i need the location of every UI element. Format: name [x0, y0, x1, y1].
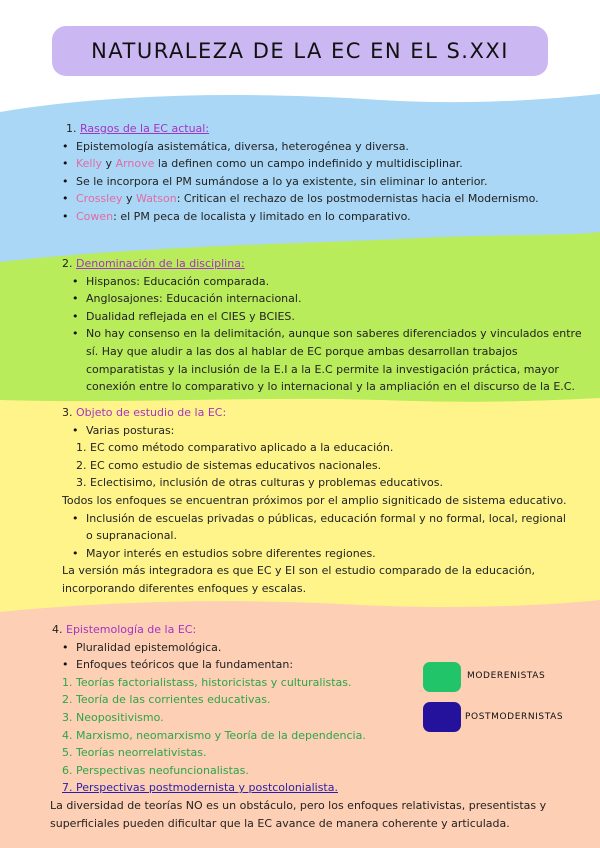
section-3-heading: 3. Objeto de estudio de la EC: [62, 406, 227, 419]
numbered-item: 3. Eclectisimo, inclusión de otras culturas y problemas educativos. [76, 476, 444, 490]
teoria-item: 4. Marxismo, neomarxismo y Teoría de la dependencia. [62, 728, 366, 742]
section-4-heading: 4. Epistemología de la EC: [52, 623, 197, 636]
teoria-item: 2. Teoría de las corrientes educativas. [62, 693, 271, 707]
page-title: NATURALEZA DE LA EC EN EL S.XXI [91, 39, 509, 63]
list-item: • Kelly y Arnove la definen como un campo indefinido y multidisciplinar. [62, 155, 600, 173]
list-item: • Dualidad reflejada en el CIES y BCIES. [72, 308, 600, 326]
teoria-item: 3. Neopositivismo. [62, 710, 164, 724]
paragraph: La diversidad de teorías NO es un obstáculo, pero los enfoques relativistas, presentistas y superficiales pueden dificultar que la EC avance de manera coherente y articulada. [50, 798, 547, 830]
list-item: • Se le incorpora el PM sumándose a lo ya existente, sin eliminar lo anterior. [62, 173, 600, 191]
list-item: • Epistemología asistemática, diversa, heterogénea y diversa. [62, 138, 600, 156]
list-item: • Hispanos: Educación comparada. [72, 273, 600, 291]
teoria-item-postmodern: 7. Perspectivas postmodernista y postcolonialista. [62, 781, 338, 795]
list-epistemologia [62, 639, 600, 674]
numbered-list [76, 439, 600, 492]
teoria-item: 5. Teorías neorrelativistas. [62, 746, 207, 760]
section-epistemologia [0, 621, 600, 832]
legend-swatch-postmodernistas [423, 702, 461, 732]
list-posturas [72, 422, 600, 440]
list-item: • Pluralidad epistemológica. [62, 639, 600, 657]
list-item: • Crossley y Watson: Critican el rechazo de los postmodernistas hacia el Modernismo. [62, 190, 600, 208]
list-item: • Inclusión de escuelas privadas o públicas, educación formal y no formal, local, regional o supranacional. [72, 510, 600, 545]
section-1-heading: 1. Rasgos de la EC actual: [66, 122, 210, 135]
paragraph: La versión más integradora es que EC y EI son el estudio comparado de la educación, incorporando diferentes enfoques y escalas. [62, 564, 536, 595]
legend-label-postmodernistas: POSTMODERNISTAS [465, 712, 564, 722]
legend-label-moderenistas: MODERENISTAS [467, 671, 546, 681]
list-item: • Varias posturas: [72, 422, 600, 440]
section-objeto [0, 404, 600, 598]
teorias-list [62, 674, 600, 797]
list-item: • Cowen: el PM peca de localista y limitado en lo comparativo. [62, 208, 600, 226]
section-2-heading: 2. Denominación de la disciplina: [62, 257, 245, 270]
heading-epistemologia: Epistemología de la EC: [66, 623, 197, 636]
heading-objeto: Objeto de estudio de la EC: [76, 406, 227, 419]
section-denominacion [0, 255, 600, 396]
heading-denominacion: Denominación de la disciplina: [76, 257, 245, 270]
teoria-item: 6. Perspectivas neofuncionalistas. [62, 763, 249, 777]
list-rasgos [62, 138, 600, 226]
legend-swatch-moderenistas [423, 662, 461, 692]
title-banner [52, 26, 548, 76]
list-item: • Enfoques teóricos que la fundamentan: [62, 656, 600, 674]
numbered-item: 2. EC como estudio de sistemas educativos nacionales. [76, 458, 382, 472]
numbered-item: 1. EC como método comparativo aplicado a la educación. [76, 441, 394, 455]
list-item: • Mayor interés en estudios sobre diferentes regiones. [72, 545, 600, 563]
section-rasgos [0, 120, 600, 226]
heading-rasgos: Rasgos de la EC actual: [80, 122, 210, 135]
teoria-item: 1. Teorías factorialistass, historicistas y culturalistas. [62, 675, 352, 689]
list-item: • No hay consenso en la delimitación, aunque son saberes diferenciados y vinculados entre sí. Hay que aludir a las dos al hablar de EC porque ambas desarrollan trabajos comparatistas y la inclusión de la E.I a la E.C permite la investigación práctica, mayor conexión entre lo comparativo y lo internacional y la ampliación en el discurso de la E.C. [72, 325, 600, 395]
paragraph: Todos los enfoques se encuentran próximos por el amplio signiticado de sistema educativo. [62, 493, 567, 507]
list-denominacion [72, 273, 600, 396]
list-item: • Anglosajones: Educación internacional. [72, 290, 600, 308]
list-objeto [72, 510, 600, 563]
